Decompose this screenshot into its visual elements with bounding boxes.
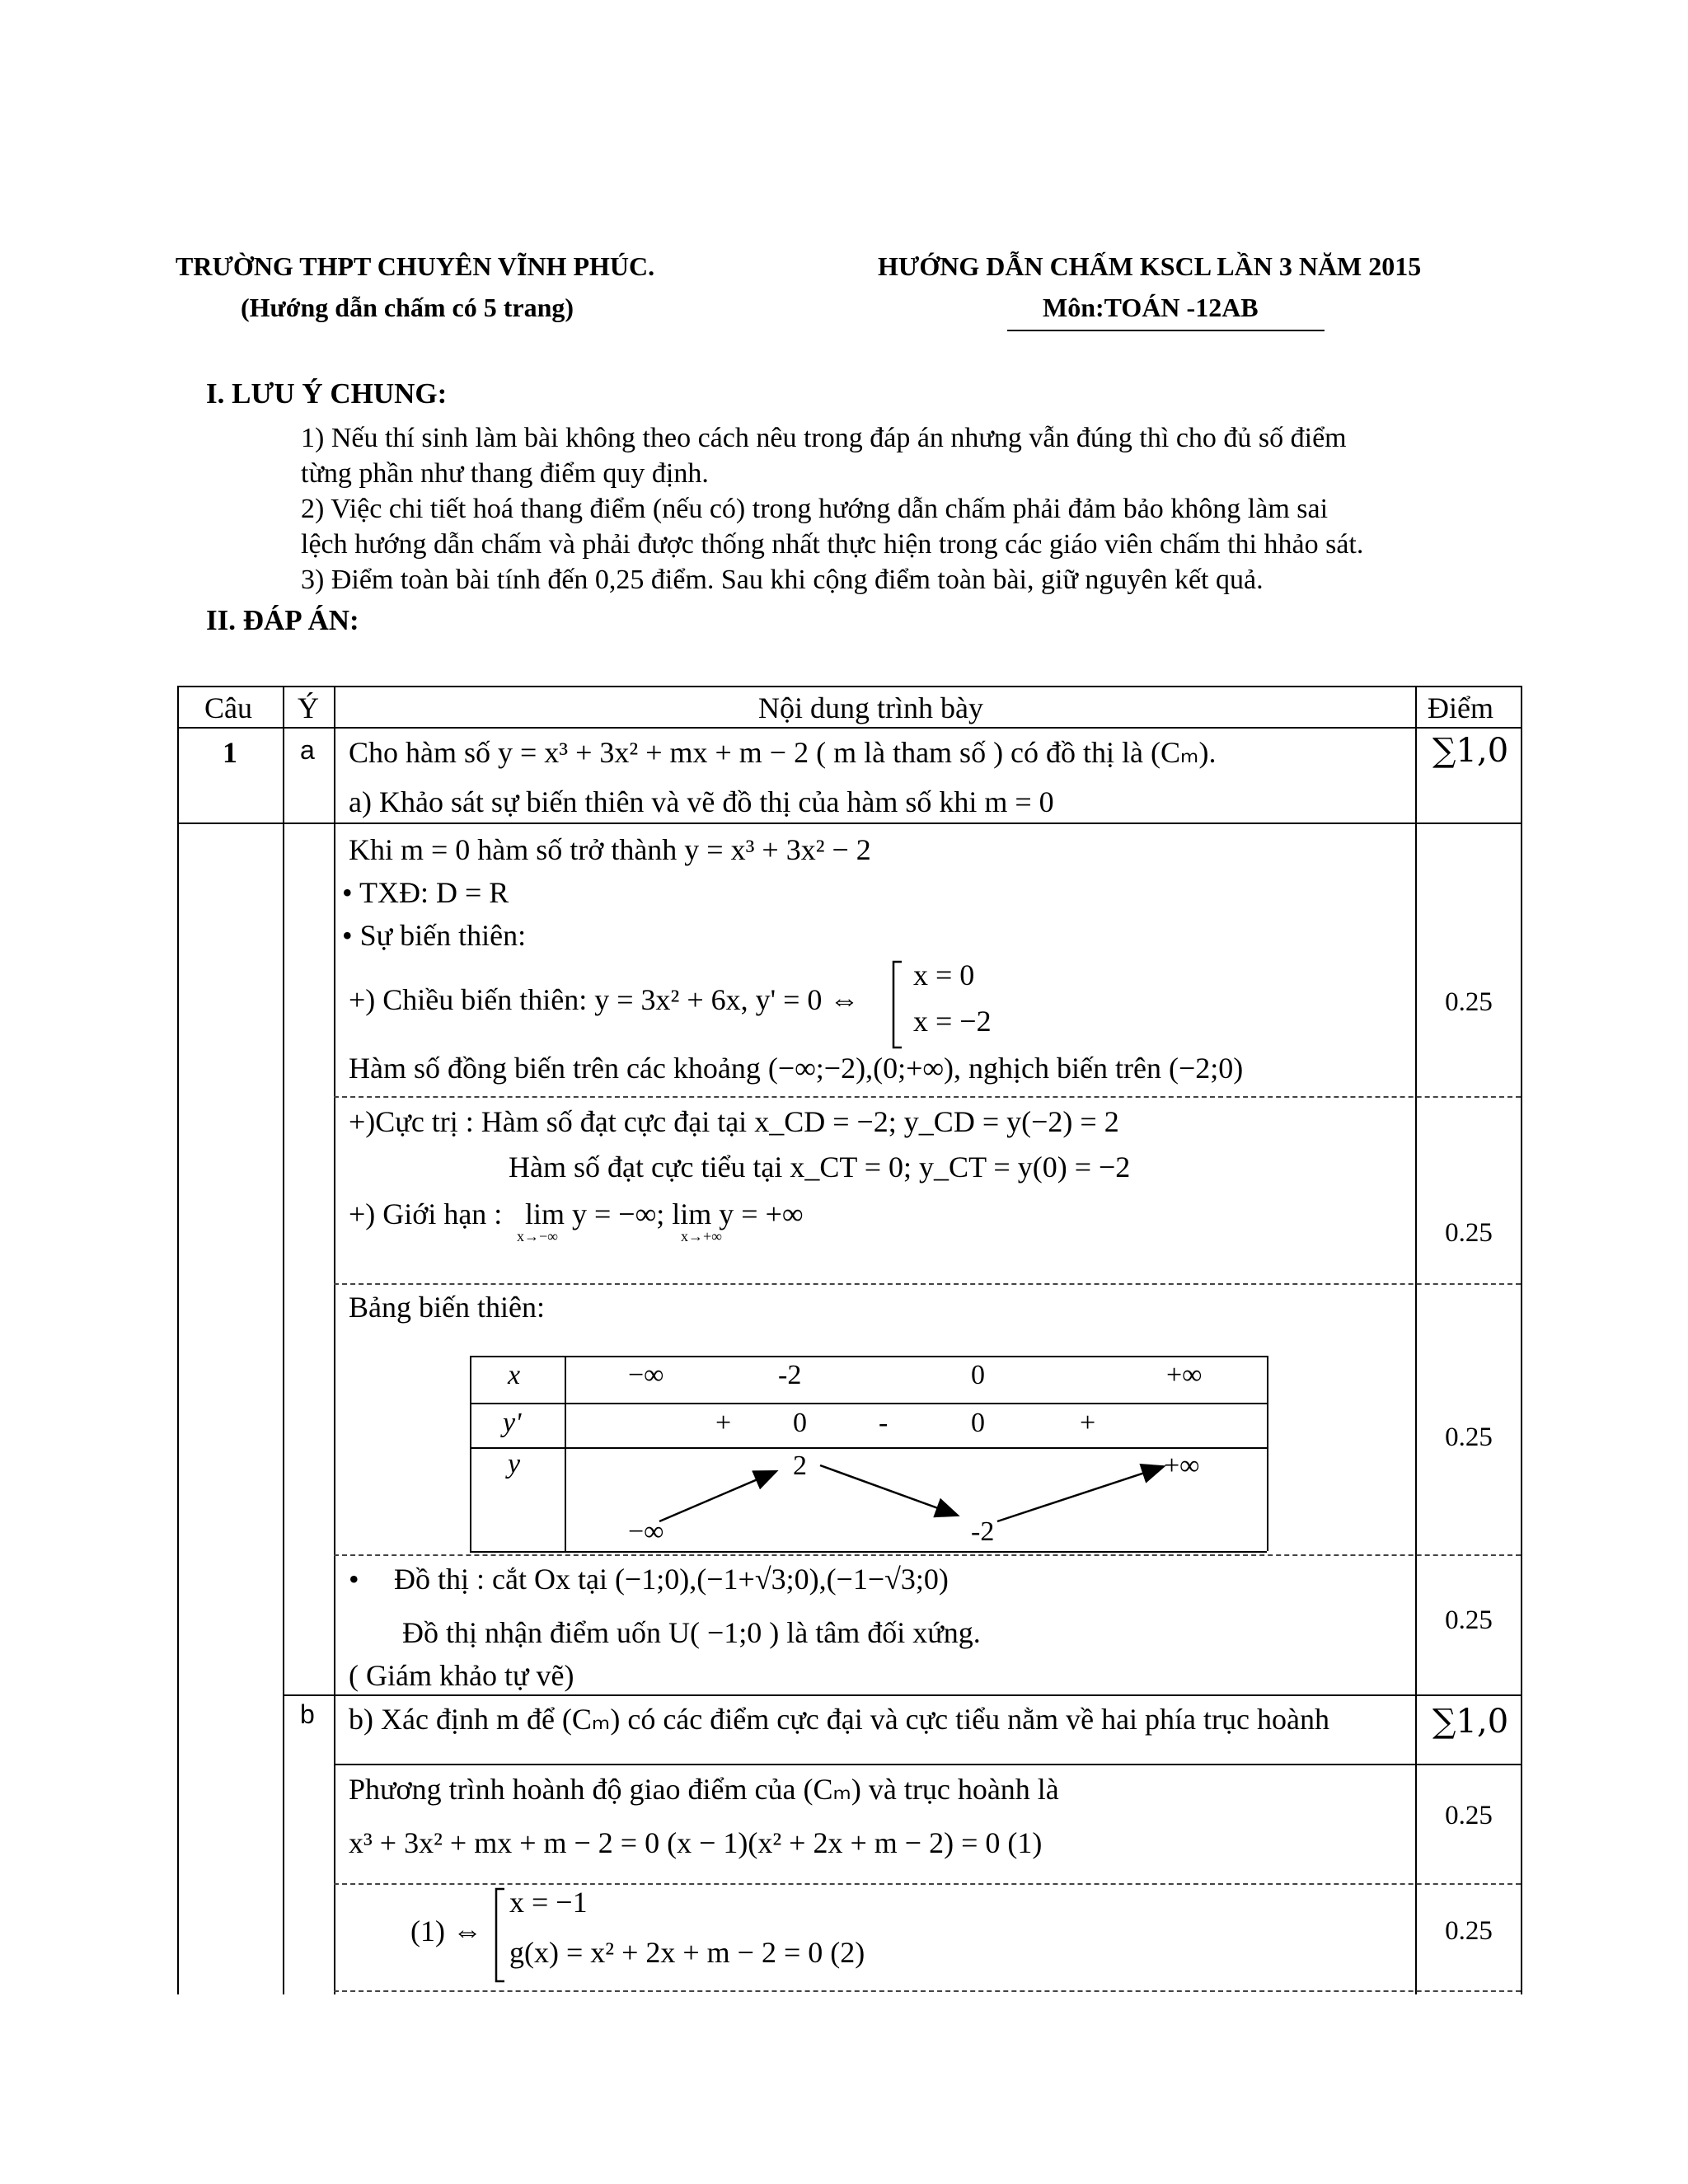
vt-x-label: x xyxy=(508,1360,521,1390)
limit-expression: lim y = −∞; lim y = +∞ xyxy=(525,1197,804,1230)
part-b-total-points: ∑1,0 xyxy=(1432,1703,1509,1741)
header-points: Điểm xyxy=(1428,691,1493,724)
vt-x-value: −∞ xyxy=(628,1360,664,1390)
note-line: 3) Điểm toàn bài tính đến 0,25 điểm. Sau khi cộng điểm toàn bài, giữ nguyên kết quả. xyxy=(301,565,1264,595)
root-x0: x = 0 xyxy=(913,958,975,991)
domain-line: Khi m = 0 hàm số trở thành y = x³ + 3x² − 2 xyxy=(349,833,871,866)
graph-intersection-line: Đồ thị : cắt Ox tại (−1;0),(−1+√3;0),(−1−√3;0) xyxy=(394,1563,949,1596)
header-content: Nội dung trình bày xyxy=(758,691,983,724)
limit-label: +) Giới hạn : xyxy=(349,1197,503,1230)
vt-x-value: -2 xyxy=(778,1360,802,1390)
subject-underline xyxy=(1007,330,1325,331)
part-b-label: b xyxy=(300,1699,315,1729)
txd-line: • TXĐ: D = R xyxy=(342,876,509,909)
vt-yp-value: 0 xyxy=(793,1408,807,1438)
vt-yp-value: 0 xyxy=(971,1408,985,1438)
section-answers-title: II. ĐÁP ÁN: xyxy=(206,604,359,636)
part-a-label: a xyxy=(300,735,315,765)
school-name: TRƯỜNG THPT CHUYÊN VĨNH PHÚC. xyxy=(176,251,655,281)
variation-arrows xyxy=(470,1447,1267,1551)
inflection-line: Đồ thị nhận điểm uốn U( −1;0 ) là tâm đối xứng. xyxy=(402,1616,981,1649)
vt-y-plus-inf: +∞ xyxy=(1164,1451,1200,1481)
vt-yp-sign: - xyxy=(879,1408,889,1438)
part-a-statement: a) Khảo sát sự biến thiên và vẽ đồ thị của hàm số khi m = 0 xyxy=(349,785,1054,818)
question-number: 1 xyxy=(223,736,237,769)
points-cell: 0.25 xyxy=(1445,1916,1493,1946)
question-statement: Cho hàm số y = x³ + 3x² + mx + m − 2 ( m là tham số ) có đồ thị là (Cₘ). xyxy=(349,736,1217,769)
vt-y-min: -2 xyxy=(971,1516,995,1547)
intersection-equation-intro: Phương trình hoành độ giao điểm của (Cₘ) và trục hoành là xyxy=(349,1773,1059,1806)
system-bracket-b xyxy=(493,1887,508,1985)
root-xm1: x = −1 xyxy=(509,1886,588,1919)
extremum-max-line: +)Cực trị : Hàm số đạt cực đại tại x_CD = −2; y_CD = y(−2) = 2 xyxy=(349,1105,1119,1138)
equivalence-label: (1) ⇔ xyxy=(410,1915,482,1947)
part-a-total-points: ∑1,0 xyxy=(1432,732,1509,770)
root-xm2: x = −2 xyxy=(913,1005,992,1038)
vt-y-minus-inf: −∞ xyxy=(628,1516,664,1547)
subject: Môn:TOÁN -12AB xyxy=(1043,293,1259,322)
points-cell: 0.25 xyxy=(1445,987,1493,1017)
variation-heading: • Sự biến thiên: xyxy=(342,919,527,952)
vt-yp-sign: + xyxy=(715,1408,732,1438)
header-y: Ý xyxy=(298,691,319,724)
section-general-notes-title: I. LƯU Ý CHUNG: xyxy=(206,377,448,410)
variation-table-heading: Bảng biến thiên: xyxy=(349,1291,545,1324)
limit-sub-plus: x→+∞ xyxy=(681,1228,722,1244)
intersection-equation: x³ + 3x² + mx + m − 2 = 0 (x − 1)(x² + 2x + m − 2) = 0 (1) xyxy=(349,1826,1043,1859)
part-b-statement: b) Xác định m để (Cₘ) có các điểm cực đại và cực tiểu nằm về hai phía trục hoành xyxy=(349,1703,1329,1736)
note-line: lệch hướng dẫn chấm và phải được thống nhất thực hiện trong các giáo viên chấm thi hhảo sát. xyxy=(301,529,1364,560)
note-line: từng phần như thang điểm quy định. xyxy=(301,458,709,489)
pages-note: (Hướng dẫn chấm có 5 trang) xyxy=(241,293,574,322)
bullet: • xyxy=(349,1563,359,1596)
vt-yp-label: y' xyxy=(503,1408,522,1438)
system-bracket xyxy=(890,960,905,1051)
note-line: 2) Việc chi tiết hoá thang điểm (nếu có) trong hướng dẫn chấm phải đảm bảo không làm sai xyxy=(301,494,1329,524)
vt-y-label: y xyxy=(508,1449,521,1479)
note-line: 1) Nếu thí sinh làm bài không theo cách nêu trong đáp án nhưng vẫn đúng thì cho đủ số điểm xyxy=(301,423,1347,453)
general-notes xyxy=(301,420,1363,598)
extremum-min-line: Hàm số đạt cực tiểu tại x_CT = 0; y_CT = y(0) = −2 xyxy=(509,1151,1131,1183)
header-cau: Câu xyxy=(204,691,252,724)
vt-y-max: 2 xyxy=(793,1451,807,1481)
points-cell: 0.25 xyxy=(1445,1801,1493,1830)
limit-sub-minus: x→−∞ xyxy=(517,1228,558,1244)
derivative-line: +) Chiều biến thiên: y = 3x² + 6x, y' = 0 ⇔ xyxy=(349,983,860,1016)
examiner-note: ( Giám khảo tự vẽ) xyxy=(349,1659,574,1692)
points-cell: 0.25 xyxy=(1445,1422,1493,1452)
vt-yp-sign: + xyxy=(1080,1408,1096,1438)
points-cell: 0.25 xyxy=(1445,1218,1493,1248)
monotonic-line: Hàm số đồng biến trên các khoảng (−∞;−2),(0;+∞), nghịch biến trên (−2;0) xyxy=(349,1052,1244,1085)
quadratic-equation: g(x) = x² + 2x + m − 2 = 0 (2) xyxy=(509,1936,865,1969)
document-title: HƯỚNG DẪN CHẤM KSCL LẦN 3 NĂM 2015 xyxy=(878,251,1422,281)
vt-x-value: 0 xyxy=(971,1360,985,1390)
vt-x-value: +∞ xyxy=(1166,1360,1203,1390)
points-cell: 0.25 xyxy=(1445,1605,1493,1635)
